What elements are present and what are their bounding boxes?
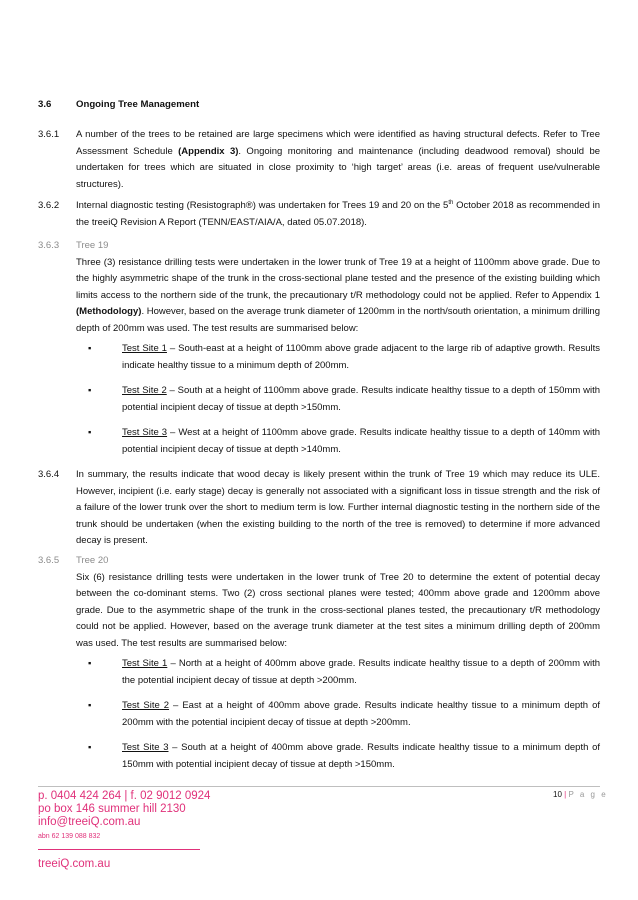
bullet-icon: ▪: [88, 343, 92, 354]
paragraph-number: 3.6.3: [38, 240, 60, 251]
paragraph-body: [76, 255, 600, 338]
list-item: [76, 425, 600, 458]
list-item: [76, 341, 600, 374]
paragraph-body: In summary, the results indicate that wood decay is likely present within the trunk of Tree 19 which may reduce its ULE. However, incipient (i.e. early stage) decay is generally not associated with a significant loss in tissue strength and the risk of a failure of the lower trunk over the short to medium term is low. Further internal diagnostic testing in the northern side of the trunk should be undertaken (when the existing building to the north of the tree is removed) to determine if more advanced decay is present.: [76, 469, 600, 546]
page-label: P a g e: [568, 790, 608, 799]
footer-abn: abn 62 139 088 832: [38, 833, 101, 840]
paragraph-text: A number of the trees to be retained are large specimens which were identified as having structural defects. Refer to Tree Assessment Schedule: [76, 129, 600, 157]
paragraph-text-continued: . However, based on the average trunk diameter of 1200mm in the north/south orientation, a minimum drilling depth of 200mm was used. The test results are summarised below:: [76, 306, 600, 334]
paragraph-3-6-2: [38, 198, 600, 231]
list-item: [76, 698, 600, 731]
test-site-label: Test Site 3: [122, 742, 169, 753]
test-site-result: – West at a height of 1100mm above grade. Results indicate healthy tissue to a depth of 140mm with potential incipient decay of tissue at depth >140mm.: [122, 427, 601, 455]
test-site-result: – East at a height of 400mm above grade. Results indicate healthy tissue to a minimum depth of 200mm with the potential incipient decay of tissue at depth >200mm.: [122, 700, 600, 728]
bullet-icon: ▪: [88, 742, 92, 753]
paragraph-body: Six (6) resistance drilling tests were undertaken in the lower trunk of Tree 20 to determine the extent of potential decay between the co-dominant stems. Two (2) cross sectional planes were tested; 400mm above grade and 1200mm above grade. Due to the asymmetric shape of the trunk in the cross-sectional planes tested, the precautionary t/R methodology could not be applied. However, based on the average trunk diameter at the test sites a minimum drilling depth of 200mm was used. The test results are summarised below:: [76, 571, 600, 649]
methodology-ref: (Methodology): [76, 306, 142, 317]
list-item: [76, 740, 600, 773]
footer-accent-line: [38, 849, 200, 850]
footer-phone: p. 0404 424 264 | f. 02 9012 0924: [38, 790, 211, 802]
bullet-icon: ▪: [88, 700, 92, 711]
test-site-result: – South at a height of 400mm above grade. Results indicate healthy tissue to a minimum depth of 150mm with potential incipient decay of tissue at depth >150mm.: [122, 742, 601, 770]
subsection-title: Tree 19: [76, 240, 109, 251]
bullet-icon: ▪: [88, 427, 92, 438]
paragraph-text: Three (3) resistance drilling tests were undertaken in the lower trunk of Tree 19 at a height of 1100mm above grade. Due to the highly asymmetric shape of the trunk in the cross-sectional plane tested and the presence of the existing building which limits access to the northern side of the trunk, the precautionary t/R methodology could not be applied. Refer to Appendix 1: [76, 256, 600, 301]
page-number: [553, 790, 608, 799]
paragraph-number: 3.6.4: [38, 469, 60, 480]
paragraph-number: 3.6.1: [38, 129, 60, 140]
paragraph-number: 3.6.2: [38, 200, 60, 211]
test-site-label: Test Site 1: [122, 658, 168, 669]
paragraph-text-continued: October 2018 as recommended in the treeiQ Revision A Report (TENN/EAST/AIA/A, dated 05.07.2018).: [76, 200, 600, 228]
bullet-icon: ▪: [88, 658, 92, 669]
test-site-label: Test Site 1: [122, 343, 167, 354]
test-site-label: Test Site 2: [122, 700, 170, 711]
test-site-result: – South-east at a height of 1100mm above grade adjacent to the large rib of adaptive growth. Results indicate healthy tissue to a minimum depth of 200mm.: [122, 343, 600, 371]
paragraph-body: [76, 198, 600, 231]
page-number-value: 10: [553, 790, 562, 799]
paragraph-number: 3.6.5: [38, 555, 60, 566]
list-item: [76, 656, 600, 689]
ordinal-suffix: th: [448, 199, 454, 206]
test-site-result: – North at a height of 400mm above grade. Results indicate healthy tissue to a depth of 200mm with the potential incipient decay of tissue at depth >200mm.: [122, 658, 600, 686]
test-site-label: Test Site 3: [122, 427, 168, 438]
footer-divider: [38, 786, 600, 787]
paragraph-text: Internal diagnostic testing (Resistograph®) was undertaken for Trees 19 and 20 on the 5: [76, 200, 449, 211]
section-title: Ongoing Tree Management: [76, 99, 200, 110]
footer-address: po box 146 summer hill 2130: [38, 803, 186, 815]
appendix-ref: (Appendix 3): [178, 145, 239, 157]
paragraph-3-6-4: [38, 467, 600, 550]
footer-website[interactable]: treeiQ.com.au: [38, 858, 111, 870]
footer-contact: [38, 790, 210, 870]
footer-email[interactable]: info@treeiQ.com.au: [38, 816, 141, 828]
bullet-icon: ▪: [88, 385, 92, 396]
page-number-separator: |: [564, 790, 567, 799]
paragraph-3-6-1: [38, 127, 600, 193]
paragraph-body: [76, 127, 600, 193]
test-site-result: – South at a height of 1100mm above grade. Results indicate healthy tissue to a depth of 150mm with potential incipient decay of tissue at depth >150mm.: [122, 385, 600, 413]
section-number: 3.6: [38, 99, 52, 110]
paragraph-3-6-5: [38, 553, 600, 652]
paragraph-3-6-3: [38, 238, 600, 337]
paragraph-text-continued: . Ongoing monitoring and maintenance (including deadwood removal) should be undertaken for trees which are situated in close proximity to ‘high target’ areas (i.e. areas of frequent use/vulnerable structures).: [76, 145, 601, 190]
subsection-title: Tree 20: [76, 555, 109, 566]
list-item: [76, 383, 600, 416]
test-site-label: Test Site 2: [122, 385, 167, 396]
section-heading: [38, 99, 199, 110]
